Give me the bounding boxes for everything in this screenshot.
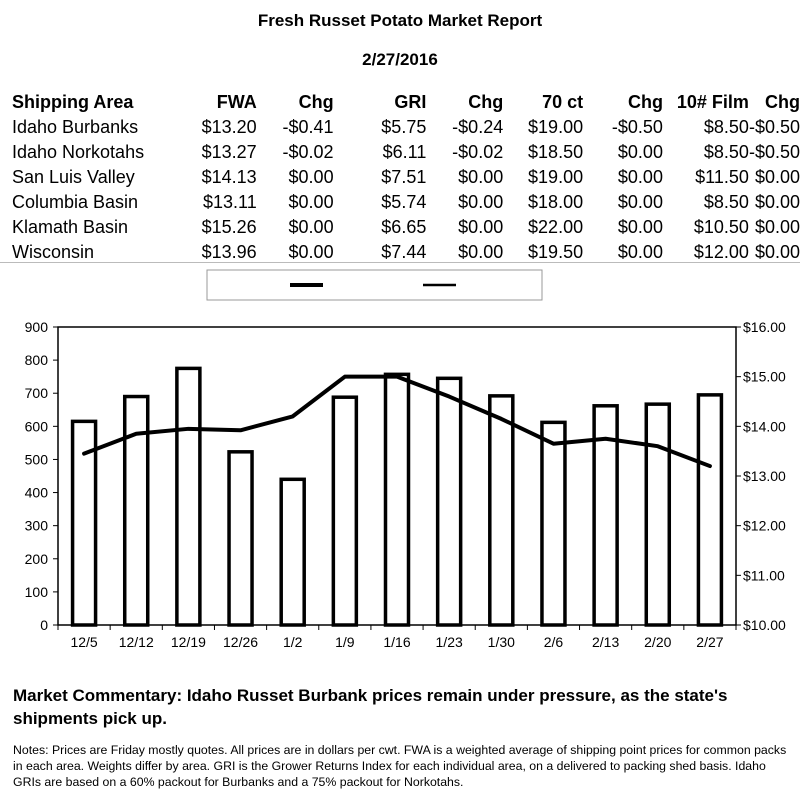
price-cell: $0.00: [754, 167, 800, 187]
left-axis-tick-label: 800: [24, 352, 48, 369]
left-axis-tick-label: 300: [24, 517, 48, 534]
price-cell: $13.96: [201, 242, 257, 262]
shipments-bar: [125, 397, 148, 625]
price-cell: $0.00: [754, 217, 800, 237]
price-cell: $0.00: [617, 142, 663, 162]
left-axis-tick-label: 400: [24, 484, 48, 501]
price-cell: $15.26: [201, 217, 257, 237]
x-axis-tick-label: 2/27: [696, 634, 724, 650]
shipments-bar: [542, 422, 565, 625]
shipping-area-cell: Wisconsin: [12, 242, 95, 262]
shipments-bar: [698, 395, 721, 625]
right-axis-tick-label: $13.00: [743, 468, 786, 484]
shipments-bar: [333, 397, 356, 625]
notes: Notes: Prices are Friday mostly quotes. All prices are in dollars per cwt. FWA is a weighted average of shipping point prices for common packs in each area. Weights differ by area. GRI is the Grower Returns Index for each individual area, on a delivered to packing shed basis. Idaho GRIs are based on a 60% packout for Burbanks and a 75% packout for Norkotahs.: [13, 743, 787, 789]
shipping-area-cell: Idaho Burbanks: [12, 117, 139, 137]
left-axis-tick-label: 700: [24, 385, 48, 402]
right-axis-tick-label: $15.00: [743, 368, 786, 385]
x-axis-tick-label: 12/19: [170, 634, 206, 650]
report-title: Fresh Russet Potato Market Report: [257, 11, 543, 30]
price-cell: $10.50: [693, 217, 749, 237]
price-cell: $0.00: [288, 192, 334, 212]
shipments-bar: [438, 378, 461, 625]
price-cell: -$0.50: [748, 142, 800, 162]
shipments-bar: [229, 452, 252, 625]
price-cell: $0.00: [288, 242, 334, 262]
header-fwa: FWA: [216, 92, 257, 112]
right-axis-tick-label: $16.00: [743, 319, 786, 335]
left-axis-tick-label: 200: [24, 550, 48, 567]
price-table: [12, 90, 800, 265]
shipments-bar: [177, 368, 200, 625]
price-cell: $0.00: [617, 217, 663, 237]
price-cell: $19.50: [528, 242, 584, 262]
shipments-bar: [490, 396, 513, 625]
header-10film: 10# Film: [676, 92, 749, 112]
shipments-bar: [281, 479, 304, 625]
shipping-area-cell: San Luis Valley: [12, 167, 135, 187]
price-cell: $8.50: [703, 192, 749, 212]
price-cell: $13.11: [202, 192, 257, 212]
header-70ct: 70 ct: [542, 92, 584, 112]
price-cell: $0.00: [458, 242, 504, 262]
left-axis-tick-label: 900: [24, 319, 48, 335]
table-row: [12, 190, 800, 215]
price-cell: $19.00: [528, 167, 584, 187]
price-cell: $13.27: [201, 142, 257, 162]
header-fwa-chg: Chg: [298, 92, 334, 112]
price-cell: $7.51: [381, 167, 427, 187]
table-row: [12, 115, 800, 140]
price-cell: $6.65: [381, 217, 427, 237]
price-cell: $5.75: [381, 117, 427, 137]
price-cell: $18.50: [528, 142, 584, 162]
price-cell: $8.50: [703, 117, 749, 137]
left-axis-tick-label: 0: [40, 617, 48, 633]
header-70ct-chg: Chg: [627, 92, 663, 112]
x-axis-tick-label: 2/13: [591, 634, 620, 650]
chart-legend: [207, 270, 542, 300]
shipments-price-chart: [0, 262, 800, 680]
x-axis-tick-label: 1/23: [435, 634, 463, 650]
report-date: 2/27/2016: [362, 50, 438, 69]
price-cell: -$0.02: [282, 142, 334, 162]
price-cell: $13.20: [201, 117, 257, 137]
header-gri-chg: Chg: [468, 92, 504, 112]
price-cell: $12.00: [693, 242, 749, 262]
shipments-bar: [386, 374, 409, 625]
price-cell: $0.00: [288, 167, 334, 187]
shipping-area-cell: Klamath Basin: [12, 217, 129, 237]
table-row: [12, 215, 800, 240]
price-cell: -$0.50: [748, 117, 800, 137]
price-cell: $14.13: [201, 167, 257, 187]
table-row: [12, 140, 800, 165]
x-axis-tick-label: 12/12: [118, 634, 154, 650]
price-cell: $7.44: [381, 242, 427, 262]
x-axis-tick-label: 2/20: [644, 634, 672, 650]
price-cell: $11.50: [695, 167, 749, 187]
market-commentary: Market Commentary: Idaho Russet Burbank prices remain under pressure, as the state's shipments pick up.: [13, 686, 728, 728]
price-cell: $22.00: [528, 217, 584, 237]
x-axis-tick-label: 1/9: [335, 634, 355, 650]
price-cell: $0.00: [458, 192, 504, 212]
left-axis-tick-label: 500: [24, 451, 48, 468]
left-axis-tick-label: 100: [24, 583, 48, 600]
price-cell: $0.00: [617, 242, 663, 262]
price-cell: -$0.02: [452, 142, 504, 162]
header-shipping-area: Shipping Area: [12, 92, 134, 112]
shipments-bar: [646, 404, 669, 625]
price-cell: $6.11: [382, 142, 427, 162]
left-axis-tick-label: 600: [24, 418, 48, 435]
right-axis-tick-label: $12.00: [743, 517, 786, 534]
price-cell: $5.74: [381, 192, 427, 212]
price-cell: -$0.24: [452, 117, 504, 137]
price-cell: $18.00: [528, 192, 584, 212]
right-axis-tick-label: $10.00: [743, 617, 786, 633]
price-cell: -$0.41: [282, 117, 334, 137]
x-axis-tick-label: 1/2: [282, 634, 303, 650]
table-row: [12, 165, 800, 190]
shipping-area-cell: Columbia Basin: [12, 192, 139, 212]
price-cell: $0.00: [617, 192, 663, 212]
table-header-row: [12, 90, 800, 115]
x-axis-tick-label: 12/5: [70, 634, 98, 650]
x-axis-tick-label: 1/30: [487, 634, 515, 650]
header-10film-chg: Chg: [765, 92, 800, 112]
x-axis-tick-label: 1/16: [383, 634, 411, 650]
right-axis-tick-label: $14.00: [743, 418, 786, 435]
price-cell: $0.00: [617, 167, 663, 187]
right-axis-tick-label: $11.00: [743, 567, 785, 584]
x-axis-tick-label: 12/26: [223, 634, 259, 650]
x-axis-tick-label: 2/6: [543, 634, 564, 650]
price-cell: $0.00: [754, 242, 800, 262]
header-gri: GRI: [394, 92, 427, 112]
price-cell: $8.50: [703, 142, 749, 162]
price-cell: $0.00: [754, 192, 800, 212]
price-cell: $0.00: [458, 217, 504, 237]
shipping-area-cell: Idaho Norkotahs: [12, 142, 145, 162]
price-cell: $19.00: [528, 117, 584, 137]
price-cell: $0.00: [288, 217, 334, 237]
price-cell: -$0.50: [611, 117, 663, 137]
price-cell: $0.00: [458, 167, 504, 187]
